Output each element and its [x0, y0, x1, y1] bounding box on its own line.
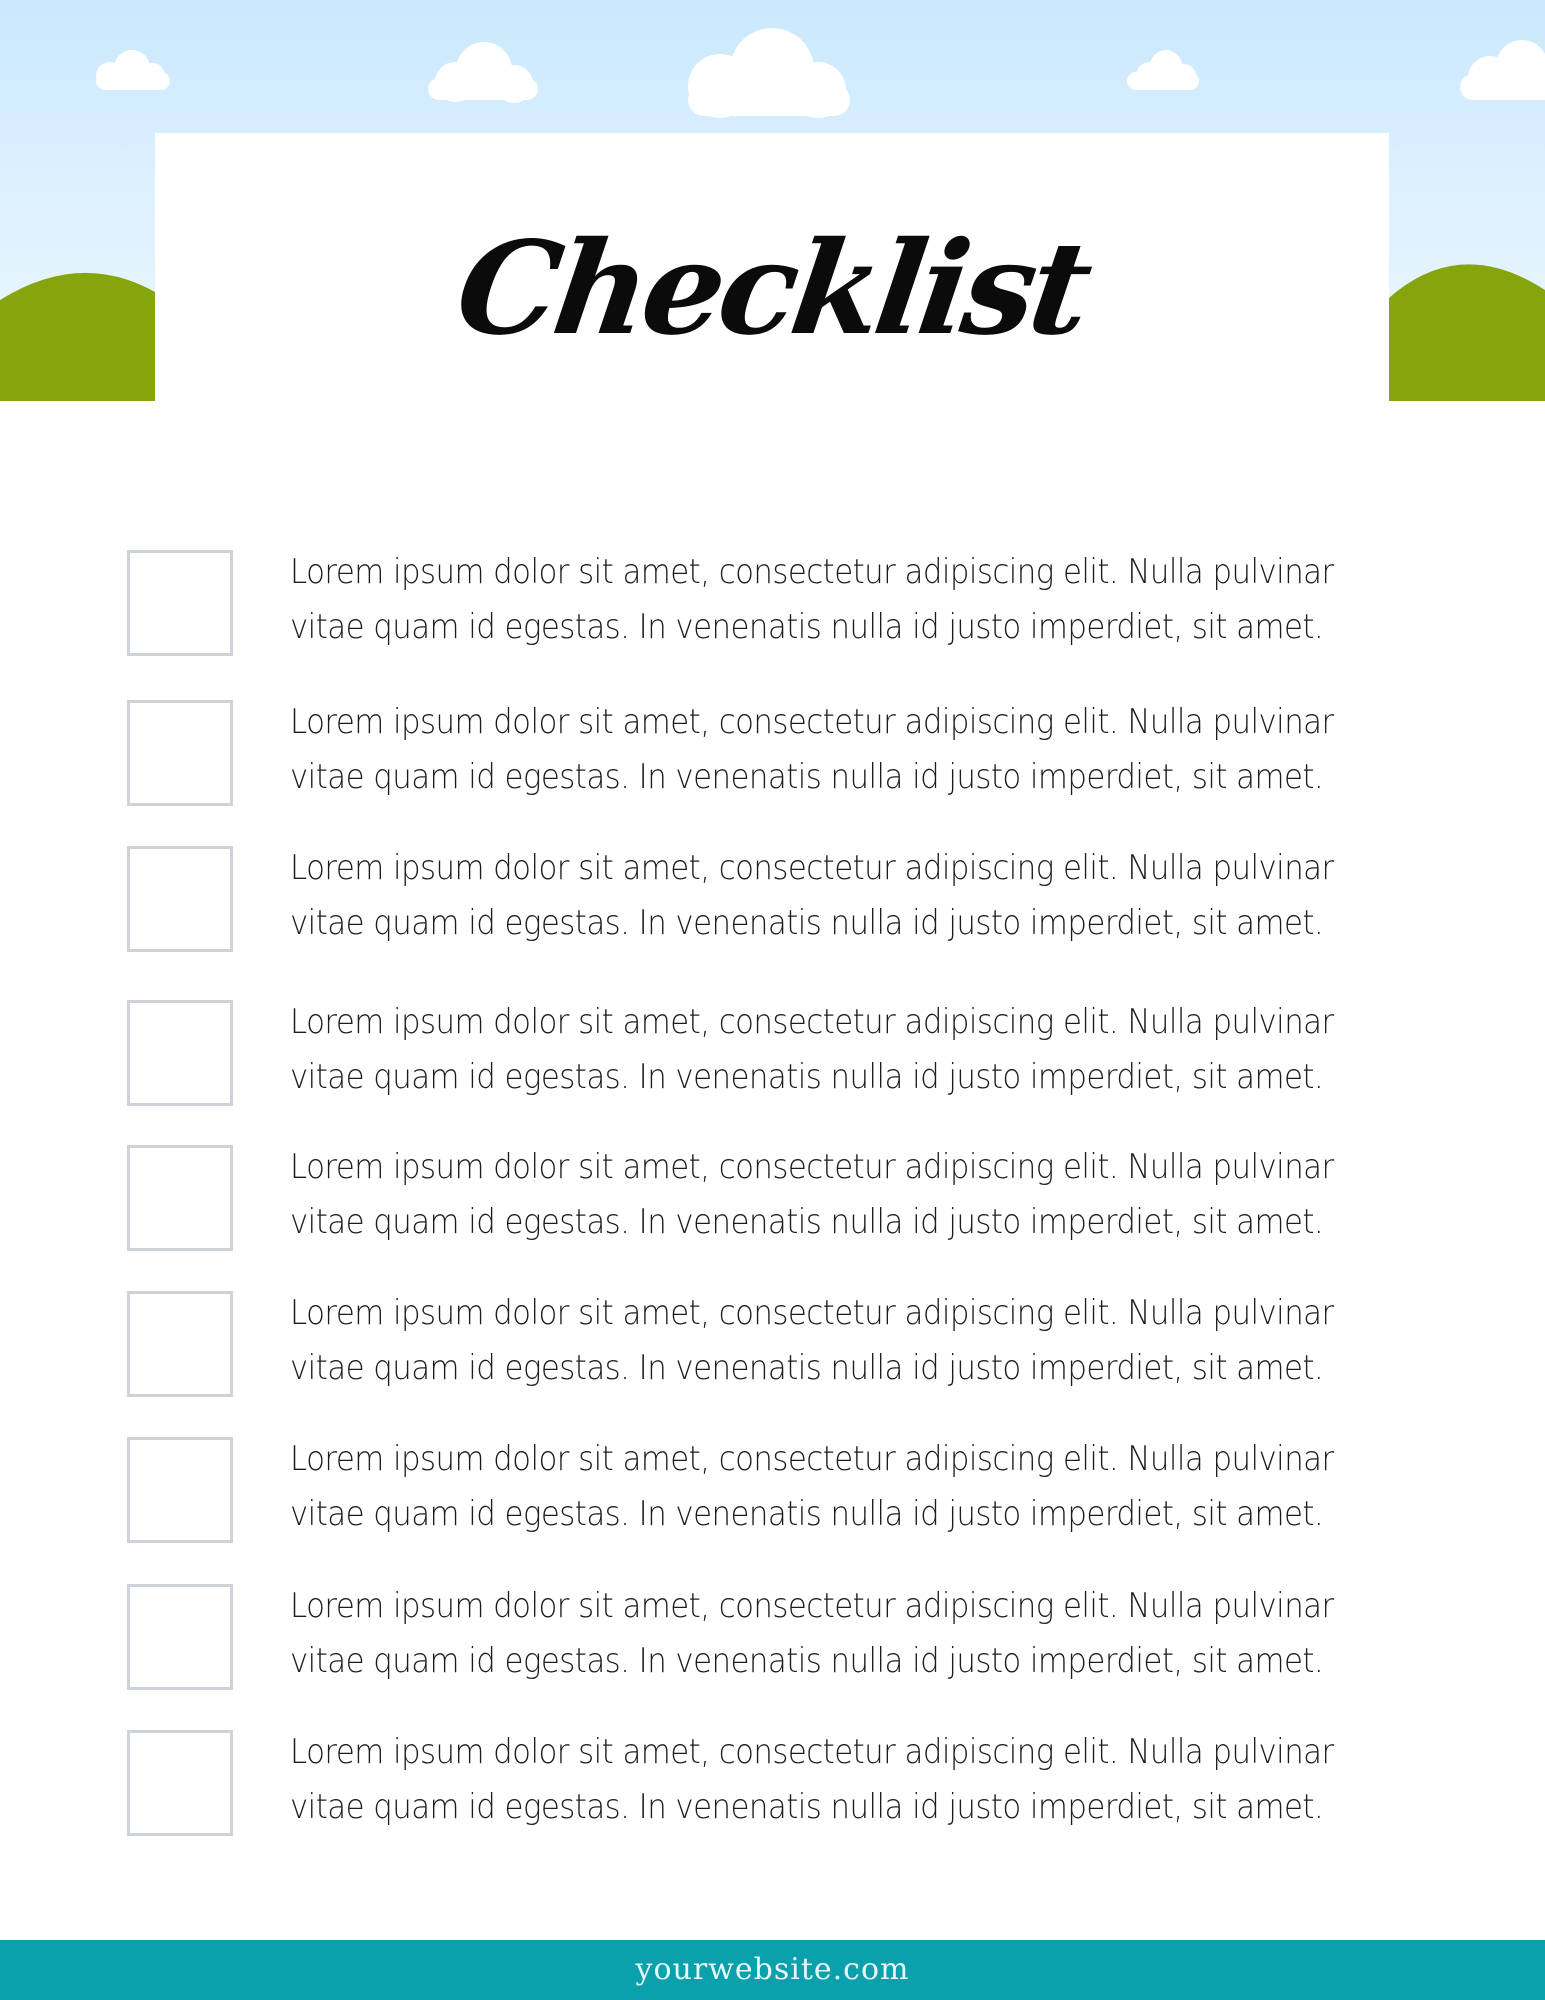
item-text	[290, 1431, 1334, 1541]
item-text	[290, 544, 1334, 654]
item-text-line: vitae quam id egestas. In venenatis nulla id justo imperdiet, sit amet.	[290, 1057, 1324, 1096]
item-text-line: Lorem ipsum dolor sit amet, consectetur adipiscing elit. Nulla pulvinar	[290, 1293, 1334, 1332]
footer-bar	[0, 1940, 1545, 2000]
list-item	[0, 700, 1545, 810]
list-item	[0, 1437, 1545, 1547]
item-text	[290, 1724, 1334, 1834]
item-text-line: Lorem ipsum dolor sit amet, consectetur adipiscing elit. Nulla pulvinar	[290, 1586, 1334, 1625]
list-item	[0, 1000, 1545, 1110]
list-item	[0, 846, 1545, 956]
item-text	[290, 1139, 1334, 1249]
list-item	[0, 550, 1545, 660]
list-item	[0, 1730, 1545, 1840]
item-text-line: Lorem ipsum dolor sit amet, consectetur adipiscing elit. Nulla pulvinar	[290, 552, 1334, 591]
item-text-line: Lorem ipsum dolor sit amet, consectetur adipiscing elit. Nulla pulvinar	[290, 1147, 1334, 1186]
checkbox[interactable]	[127, 550, 233, 656]
list-item	[0, 1584, 1545, 1694]
item-text-line: vitae quam id egestas. In venenatis nulla id justo imperdiet, sit amet.	[290, 1348, 1324, 1387]
item-text	[290, 840, 1334, 950]
item-text	[290, 994, 1334, 1104]
list-item	[0, 1145, 1545, 1255]
item-text	[290, 1578, 1334, 1688]
checkbox[interactable]	[127, 1584, 233, 1690]
item-text-line: vitae quam id egestas. In venenatis nulla id justo imperdiet, sit amet.	[290, 1202, 1324, 1241]
checkbox[interactable]	[127, 1145, 233, 1251]
checkbox[interactable]	[127, 1730, 233, 1836]
footer-website: yourwebsite.com	[635, 1952, 910, 1987]
item-text-line: vitae quam id egestas. In venenatis nulla id justo imperdiet, sit amet.	[290, 903, 1324, 942]
checkbox[interactable]	[127, 700, 233, 806]
item-text-line: Lorem ipsum dolor sit amet, consectetur adipiscing elit. Nulla pulvinar	[290, 702, 1334, 741]
item-text-line: vitae quam id egestas. In venenatis nulla id justo imperdiet, sit amet.	[290, 1494, 1324, 1533]
item-text-line: vitae quam id egestas. In venenatis nulla id justo imperdiet, sit amet.	[290, 757, 1324, 796]
checkbox[interactable]	[127, 1000, 233, 1106]
item-text-line: vitae quam id egestas. In venenatis nulla id justo imperdiet, sit amet.	[290, 1787, 1324, 1826]
item-text-line: Lorem ipsum dolor sit amet, consectetur adipiscing elit. Nulla pulvinar	[290, 1732, 1334, 1771]
item-text-line: Lorem ipsum dolor sit amet, consectetur adipiscing elit. Nulla pulvinar	[290, 1002, 1334, 1041]
item-text-line: vitae quam id egestas. In venenatis nulla id justo imperdiet, sit amet.	[290, 607, 1324, 646]
item-text-line: vitae quam id egestas. In venenatis nulla id justo imperdiet, sit amet.	[290, 1641, 1324, 1680]
item-text-line: Lorem ipsum dolor sit amet, consectetur adipiscing elit. Nulla pulvinar	[290, 1439, 1334, 1478]
item-text-line: Lorem ipsum dolor sit amet, consectetur adipiscing elit. Nulla pulvinar	[290, 848, 1334, 887]
list-item	[0, 1291, 1545, 1401]
item-text	[290, 694, 1334, 804]
checkbox[interactable]	[127, 1437, 233, 1543]
checkbox[interactable]	[127, 1291, 233, 1397]
page-title: Checklist	[448, 214, 1096, 364]
item-text	[290, 1285, 1334, 1395]
checkbox[interactable]	[127, 846, 233, 952]
